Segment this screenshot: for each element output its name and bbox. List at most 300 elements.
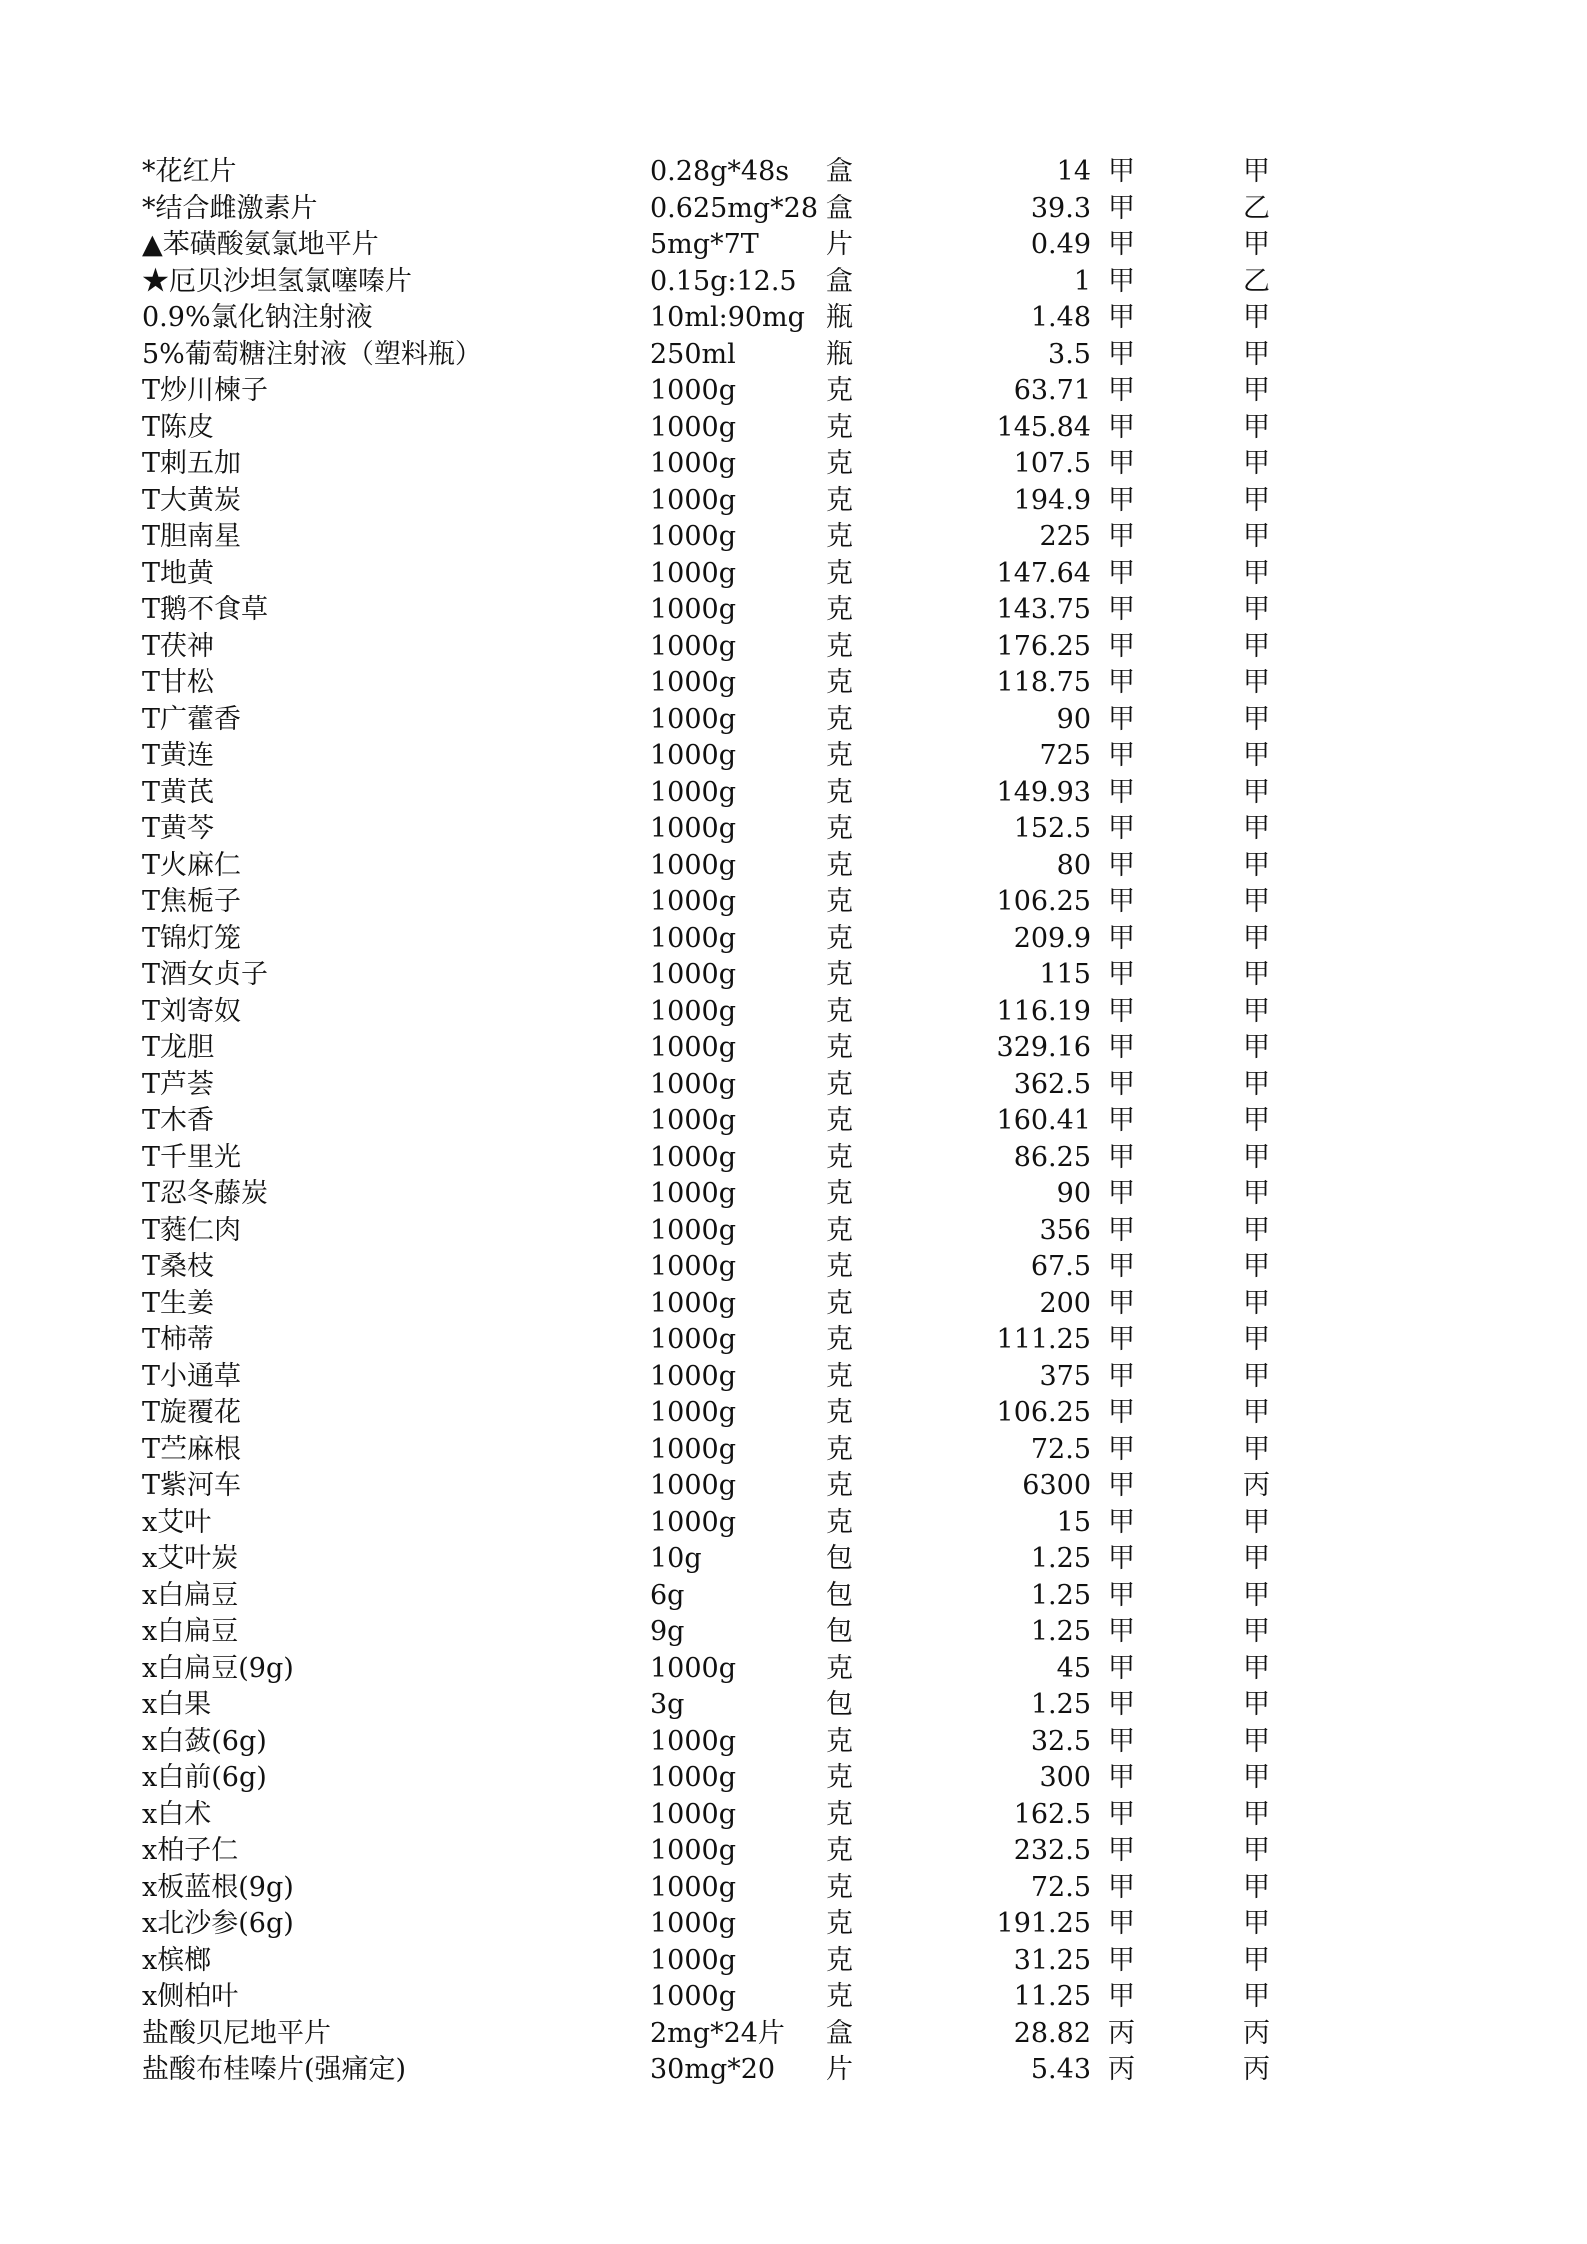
table-row (0, 592, 1587, 629)
price-cell: 6300 (1022, 1470, 1091, 1501)
table-row (0, 1760, 1587, 1797)
class-b-cell: 甲 (1243, 1506, 1270, 1538)
drug-name-cell: x槟榔 (142, 1944, 212, 1976)
class-b-cell: 甲 (1243, 776, 1270, 808)
spec-cell: 6g (650, 1579, 685, 1611)
price-cell: 72.5 (1030, 1871, 1091, 1903)
drug-name-cell: x艾叶 (142, 1506, 212, 1538)
price-cell: 111.25 (996, 1324, 1091, 1355)
table-row (0, 1030, 1587, 1067)
unit-cell: 克 (826, 1470, 853, 1501)
drug-name-cell: T大黄炭 (142, 484, 242, 516)
price-cell: 725 (1039, 740, 1091, 771)
unit-cell: 克 (826, 1725, 853, 1757)
unit-cell: 克 (826, 1214, 853, 1246)
class-a-cell: 甲 (1108, 1105, 1135, 1136)
table-row (0, 1103, 1587, 1140)
spec-cell: 10ml:90mg (650, 302, 805, 333)
class-a-cell: 甲 (1108, 1360, 1135, 1392)
unit-cell: 克 (826, 1324, 853, 1355)
class-a-cell: 甲 (1108, 1871, 1135, 1903)
table-row (0, 994, 1587, 1031)
spec-cell: 1000g (650, 922, 736, 954)
class-b-cell: 甲 (1243, 338, 1270, 370)
class-b-cell: 甲 (1243, 740, 1270, 771)
price-cell: 209.9 (1013, 922, 1091, 954)
table-row (0, 556, 1587, 593)
spec-cell: 1000g (650, 813, 736, 844)
price-cell: 107.5 (1013, 448, 1091, 479)
class-a-cell: 甲 (1108, 1068, 1135, 1100)
unit-cell: 克 (826, 667, 853, 698)
price-cell: 118.75 (996, 667, 1091, 698)
price-cell: 86.25 (1013, 1141, 1091, 1173)
price-cell: 147.64 (996, 557, 1091, 589)
drug-name-cell: T桑枝 (142, 1251, 215, 1282)
unit-cell: 克 (826, 1397, 853, 1428)
table-row (0, 1943, 1587, 1980)
class-b-cell: 甲 (1243, 922, 1270, 954)
class-b-cell: 甲 (1243, 594, 1270, 625)
price-cell: 5.43 (1030, 2054, 1091, 2085)
drug-name-cell: 5%葡萄糖注射液（塑料瓶） (142, 338, 482, 370)
class-b-cell: 甲 (1243, 849, 1270, 881)
table-row (0, 1249, 1587, 1286)
class-b-cell: 甲 (1243, 703, 1270, 735)
spec-cell: 1000g (650, 411, 736, 443)
spec-cell: 1000g (650, 1944, 736, 1976)
class-b-cell: 甲 (1243, 1908, 1270, 1939)
price-cell: 362.5 (1013, 1068, 1091, 1100)
unit-cell: 片 (826, 2054, 853, 2085)
unit-cell: 克 (826, 1871, 853, 1903)
drug-name-cell: T小通草 (142, 1360, 242, 1392)
price-cell: 39.3 (1030, 192, 1091, 224)
price-cell: 28.82 (1013, 2017, 1091, 2049)
spec-cell: 0.625mg*28 (650, 192, 819, 224)
spec-cell: 1000g (650, 448, 736, 479)
table-row (0, 884, 1587, 921)
unit-cell: 克 (826, 703, 853, 735)
drug-name-cell: T忍冬藤炭 (142, 1178, 269, 1209)
table-row (0, 957, 1587, 994)
table-row (0, 1724, 1587, 1761)
drug-name-cell: T广藿香 (142, 703, 242, 735)
table-row (0, 1833, 1587, 1870)
drug-name-cell: x白果 (142, 1689, 212, 1720)
unit-cell: 克 (826, 1981, 853, 2012)
drug-name-cell: *结合雌激素片 (142, 192, 318, 224)
drug-name-cell: T甘松 (142, 667, 215, 698)
price-cell: 63.71 (1013, 375, 1091, 406)
class-a-cell: 甲 (1108, 813, 1135, 844)
drug-name-cell: T柿蒂 (142, 1324, 215, 1355)
drug-name-cell: ★厄贝沙坦氢氯噻嗪片 (142, 265, 412, 297)
unit-cell: 盒 (826, 192, 853, 224)
spec-cell: 30mg*20 (650, 2054, 776, 2085)
class-a-cell: 甲 (1108, 886, 1135, 917)
class-a-cell: 甲 (1108, 740, 1135, 771)
unit-cell: 克 (826, 1506, 853, 1538)
table-row (0, 1870, 1587, 1907)
class-b-cell: 丙 (1243, 2017, 1270, 2049)
class-a-cell: 甲 (1108, 338, 1135, 370)
class-b-cell: 甲 (1243, 1871, 1270, 1903)
unit-cell: 克 (826, 521, 853, 552)
class-b-cell: 甲 (1243, 1798, 1270, 1830)
class-a-cell: 甲 (1108, 849, 1135, 881)
drug-name-cell: T黄连 (142, 740, 215, 771)
spec-cell: 1000g (650, 1871, 736, 1903)
class-b-cell: 甲 (1243, 557, 1270, 589)
spec-cell: 1000g (650, 521, 736, 552)
price-cell: 31.25 (1013, 1944, 1091, 1976)
class-a-cell: 甲 (1108, 1141, 1135, 1173)
price-cell: 375 (1039, 1360, 1091, 1392)
spec-cell: 10g (650, 1543, 702, 1574)
drug-name-cell: x白前(6g) (142, 1762, 267, 1793)
class-a-cell: 甲 (1108, 1689, 1135, 1720)
class-b-cell: 甲 (1243, 1032, 1270, 1063)
unit-cell: 盒 (826, 265, 853, 297)
table-row (0, 1651, 1587, 1688)
class-b-cell: 甲 (1243, 1981, 1270, 2012)
class-a-cell: 甲 (1108, 1944, 1135, 1976)
spec-cell: 2mg*24片 (650, 2017, 785, 2049)
spec-cell: 1000g (650, 1470, 736, 1501)
table-row (0, 1140, 1587, 1177)
spec-cell: 1000g (650, 776, 736, 808)
table-row (0, 1322, 1587, 1359)
drug-name-cell: x板蓝根(9g) (142, 1871, 294, 1903)
class-a-cell: 甲 (1108, 1725, 1135, 1757)
unit-cell: 克 (826, 813, 853, 844)
unit-cell: 克 (826, 375, 853, 406)
spec-cell: 1000g (650, 484, 736, 516)
price-cell: 191.25 (996, 1908, 1091, 1939)
price-cell: 72.5 (1030, 1433, 1091, 1465)
class-b-cell: 甲 (1243, 1214, 1270, 1246)
class-a-cell: 甲 (1108, 1652, 1135, 1684)
unit-cell: 克 (826, 1141, 853, 1173)
drug-name-cell: T胆南星 (142, 521, 242, 552)
spec-cell: 1000g (650, 1360, 736, 1392)
class-a-cell: 甲 (1108, 703, 1135, 735)
spec-cell: 1000g (650, 1251, 736, 1282)
price-cell: 106.25 (996, 1397, 1091, 1428)
unit-cell: 盒 (826, 2017, 853, 2049)
unit-cell: 克 (826, 740, 853, 771)
price-cell: 160.41 (996, 1105, 1091, 1136)
drug-name-cell: T鹅不食草 (142, 594, 269, 625)
spec-cell: 1000g (650, 1068, 736, 1100)
drug-name-cell: T千里光 (142, 1141, 242, 1173)
drug-name-cell: x白扁豆(9g) (142, 1652, 294, 1684)
class-b-cell: 甲 (1243, 448, 1270, 479)
spec-cell: 1000g (650, 1397, 736, 1428)
class-a-cell: 甲 (1108, 1032, 1135, 1063)
table-row (0, 1395, 1587, 1432)
table-row (0, 921, 1587, 958)
price-cell: 1.48 (1030, 302, 1091, 333)
spec-cell: 1000g (650, 1433, 736, 1465)
spec-cell: 250ml (650, 338, 736, 370)
table-row (0, 738, 1587, 775)
spec-cell: 1000g (650, 1652, 736, 1684)
class-a-cell: 甲 (1108, 776, 1135, 808)
class-b-cell: 甲 (1243, 156, 1270, 187)
class-b-cell: 甲 (1243, 302, 1270, 333)
class-a-cell: 甲 (1108, 557, 1135, 589)
class-a-cell: 甲 (1108, 1433, 1135, 1465)
drug-name-cell: T旋覆花 (142, 1397, 242, 1428)
drug-name-cell: T生姜 (142, 1287, 215, 1319)
spec-cell: 1000g (650, 667, 736, 698)
class-a-cell: 甲 (1108, 229, 1135, 260)
drug-name-cell: T黄芩 (142, 813, 215, 844)
spec-cell: 1000g (650, 1798, 736, 1830)
class-a-cell: 甲 (1108, 1579, 1135, 1611)
price-cell: 106.25 (996, 886, 1091, 917)
class-b-cell: 甲 (1243, 1762, 1270, 1793)
spec-cell: 1000g (650, 557, 736, 589)
table-row (0, 1687, 1587, 1724)
class-a-cell: 甲 (1108, 1214, 1135, 1246)
unit-cell: 克 (826, 1798, 853, 1830)
spec-cell: 1000g (650, 849, 736, 881)
class-a-cell: 甲 (1108, 1981, 1135, 2012)
price-cell: 14 (1056, 156, 1091, 187)
spec-cell: 1000g (650, 1105, 736, 1136)
drug-name-cell: T紫河车 (142, 1470, 242, 1501)
class-a-cell: 甲 (1108, 156, 1135, 187)
table-row (0, 519, 1587, 556)
table-row (0, 1468, 1587, 1505)
table-row (0, 1067, 1587, 1104)
price-cell: 15 (1056, 1506, 1091, 1538)
spec-cell: 1000g (650, 1981, 736, 2012)
spec-cell: 1000g (650, 1214, 736, 1246)
unit-cell: 克 (826, 1908, 853, 1939)
class-a-cell: 甲 (1108, 302, 1135, 333)
price-cell: 162.5 (1013, 1798, 1091, 1830)
table-row (0, 1614, 1587, 1651)
table-row (0, 300, 1587, 337)
class-b-cell: 甲 (1243, 1360, 1270, 1392)
unit-cell: 克 (826, 995, 853, 1027)
class-a-cell: 甲 (1108, 484, 1135, 516)
price-cell: 1.25 (1030, 1579, 1091, 1611)
class-a-cell: 甲 (1108, 411, 1135, 443)
unit-cell: 瓶 (826, 338, 853, 370)
price-cell: 200 (1039, 1287, 1091, 1319)
class-b-cell: 甲 (1243, 1178, 1270, 1209)
table-row (0, 629, 1587, 666)
class-a-cell: 甲 (1108, 1324, 1135, 1355)
spec-cell: 1000g (650, 1141, 736, 1173)
class-b-cell: 甲 (1243, 1397, 1270, 1428)
drug-name-cell: *花红片 (142, 156, 237, 187)
price-cell: 225 (1039, 521, 1091, 552)
unit-cell: 盒 (826, 156, 853, 187)
spec-cell: 3g (650, 1689, 685, 1720)
spec-cell: 1000g (650, 740, 736, 771)
class-b-cell: 甲 (1243, 1433, 1270, 1465)
drug-name-cell: T刘寄奴 (142, 995, 242, 1027)
class-b-cell: 甲 (1243, 1141, 1270, 1173)
class-a-cell: 甲 (1108, 192, 1135, 224)
unit-cell: 克 (826, 1762, 853, 1793)
price-cell: 194.9 (1013, 484, 1091, 516)
class-a-cell: 甲 (1108, 1908, 1135, 1939)
unit-cell: 包 (826, 1689, 853, 1720)
table-row (0, 1286, 1587, 1323)
unit-cell: 克 (826, 776, 853, 808)
class-b-cell: 甲 (1243, 411, 1270, 443)
class-a-cell: 甲 (1108, 667, 1135, 698)
drug-name-cell: x北沙参(6g) (142, 1908, 294, 1939)
class-b-cell: 甲 (1243, 484, 1270, 516)
table-row (0, 2052, 1587, 2089)
class-b-cell: 甲 (1243, 229, 1270, 260)
class-b-cell: 丙 (1243, 2054, 1270, 2085)
table-row (0, 1541, 1587, 1578)
unit-cell: 包 (826, 1616, 853, 1647)
table-row (0, 1176, 1587, 1213)
spec-cell: 1000g (650, 1287, 736, 1319)
drug-name-cell: x白术 (142, 1798, 212, 1830)
class-a-cell: 甲 (1108, 995, 1135, 1027)
drug-name-cell: T炒川楝子 (142, 375, 269, 406)
class-b-cell: 甲 (1243, 1616, 1270, 1647)
drug-name-cell: x柏子仁 (142, 1835, 239, 1866)
unit-cell: 克 (826, 1032, 853, 1063)
class-a-cell: 甲 (1108, 375, 1135, 406)
class-b-cell: 甲 (1243, 1579, 1270, 1611)
unit-cell: 克 (826, 594, 853, 625)
class-a-cell: 甲 (1108, 1251, 1135, 1282)
price-cell: 329.16 (996, 1032, 1091, 1063)
price-cell: 232.5 (1013, 1835, 1091, 1866)
unit-cell: 克 (826, 922, 853, 954)
class-a-cell: 甲 (1108, 1178, 1135, 1209)
price-cell: 45 (1056, 1652, 1091, 1684)
drug-name-cell: T木香 (142, 1105, 215, 1136)
spec-cell: 1000g (650, 1324, 736, 1355)
table-row (0, 702, 1587, 739)
table-row (0, 1979, 1587, 2016)
drug-name-cell: x艾叶炭 (142, 1543, 239, 1574)
table-row (0, 483, 1587, 520)
unit-cell: 克 (826, 448, 853, 479)
price-table (0, 154, 1587, 2089)
class-b-cell: 甲 (1243, 1725, 1270, 1757)
price-cell: 80 (1056, 849, 1091, 881)
price-cell: 143.75 (996, 594, 1091, 625)
price-cell: 3.5 (1048, 338, 1091, 370)
price-cell: 176.25 (996, 630, 1091, 662)
class-a-cell: 甲 (1108, 1616, 1135, 1647)
drug-name-cell: 0.9%氯化钠注射液 (142, 302, 373, 333)
class-a-cell: 甲 (1108, 521, 1135, 552)
class-b-cell: 甲 (1243, 1652, 1270, 1684)
class-b-cell: 甲 (1243, 886, 1270, 917)
class-a-cell: 甲 (1108, 594, 1135, 625)
price-cell: 90 (1056, 703, 1091, 735)
drug-name-cell: T陈皮 (142, 411, 215, 443)
class-a-cell: 甲 (1108, 448, 1135, 479)
table-row (0, 264, 1587, 301)
spec-cell: 1000g (650, 1506, 736, 1538)
class-b-cell: 甲 (1243, 1324, 1270, 1355)
unit-cell: 包 (826, 1579, 853, 1611)
class-a-cell: 甲 (1108, 1798, 1135, 1830)
table-row (0, 1359, 1587, 1396)
price-cell: 0.49 (1030, 229, 1091, 260)
spec-cell: 0.15g:12.5 (650, 265, 797, 297)
class-a-cell: 丙 (1108, 2054, 1135, 2085)
class-a-cell: 丙 (1108, 2017, 1135, 2049)
class-b-cell: 甲 (1243, 959, 1270, 990)
class-b-cell: 甲 (1243, 1068, 1270, 1100)
price-cell: 300 (1039, 1762, 1091, 1793)
table-row (0, 1906, 1587, 1943)
class-b-cell: 甲 (1243, 1287, 1270, 1319)
price-cell: 115 (1039, 959, 1091, 990)
unit-cell: 包 (826, 1543, 853, 1574)
class-b-cell: 甲 (1243, 1251, 1270, 1282)
table-row (0, 410, 1587, 447)
class-b-cell: 甲 (1243, 995, 1270, 1027)
unit-cell: 克 (826, 1068, 853, 1100)
unit-cell: 克 (826, 1178, 853, 1209)
drug-name-cell: x侧柏叶 (142, 1981, 239, 2012)
table-row (0, 1213, 1587, 1250)
unit-cell: 克 (826, 1944, 853, 1976)
unit-cell: 克 (826, 1251, 853, 1282)
unit-cell: 克 (826, 1652, 853, 1684)
drug-name-cell: x白蔹(6g) (142, 1725, 267, 1757)
drug-name-cell: T茯神 (142, 630, 215, 662)
drug-name-cell: T苎麻根 (142, 1433, 242, 1465)
table-row (0, 665, 1587, 702)
price-cell: 356 (1039, 1214, 1091, 1246)
unit-cell: 克 (826, 1360, 853, 1392)
spec-cell: 1000g (650, 630, 736, 662)
class-b-cell: 甲 (1243, 1689, 1270, 1720)
class-a-cell: 甲 (1108, 1835, 1135, 1866)
price-cell: 32.5 (1030, 1725, 1091, 1757)
class-a-cell: 甲 (1108, 1762, 1135, 1793)
unit-cell: 克 (826, 1105, 853, 1136)
class-a-cell: 甲 (1108, 1287, 1135, 1319)
class-b-cell: 甲 (1243, 1543, 1270, 1574)
price-cell: 11.25 (1013, 1981, 1091, 2012)
table-row (0, 1797, 1587, 1834)
spec-cell: 1000g (650, 959, 736, 990)
spec-cell: 1000g (650, 1032, 736, 1063)
spec-cell: 1000g (650, 1725, 736, 1757)
spec-cell: 9g (650, 1616, 685, 1647)
class-a-cell: 甲 (1108, 922, 1135, 954)
class-b-cell: 甲 (1243, 375, 1270, 406)
drug-name-cell: T蕤仁肉 (142, 1214, 242, 1246)
drug-name-cell: T刺五加 (142, 448, 242, 479)
drug-name-cell: T芦荟 (142, 1068, 215, 1100)
class-b-cell: 乙 (1243, 192, 1270, 224)
price-cell: 116.19 (996, 995, 1091, 1027)
table-row (0, 227, 1587, 264)
